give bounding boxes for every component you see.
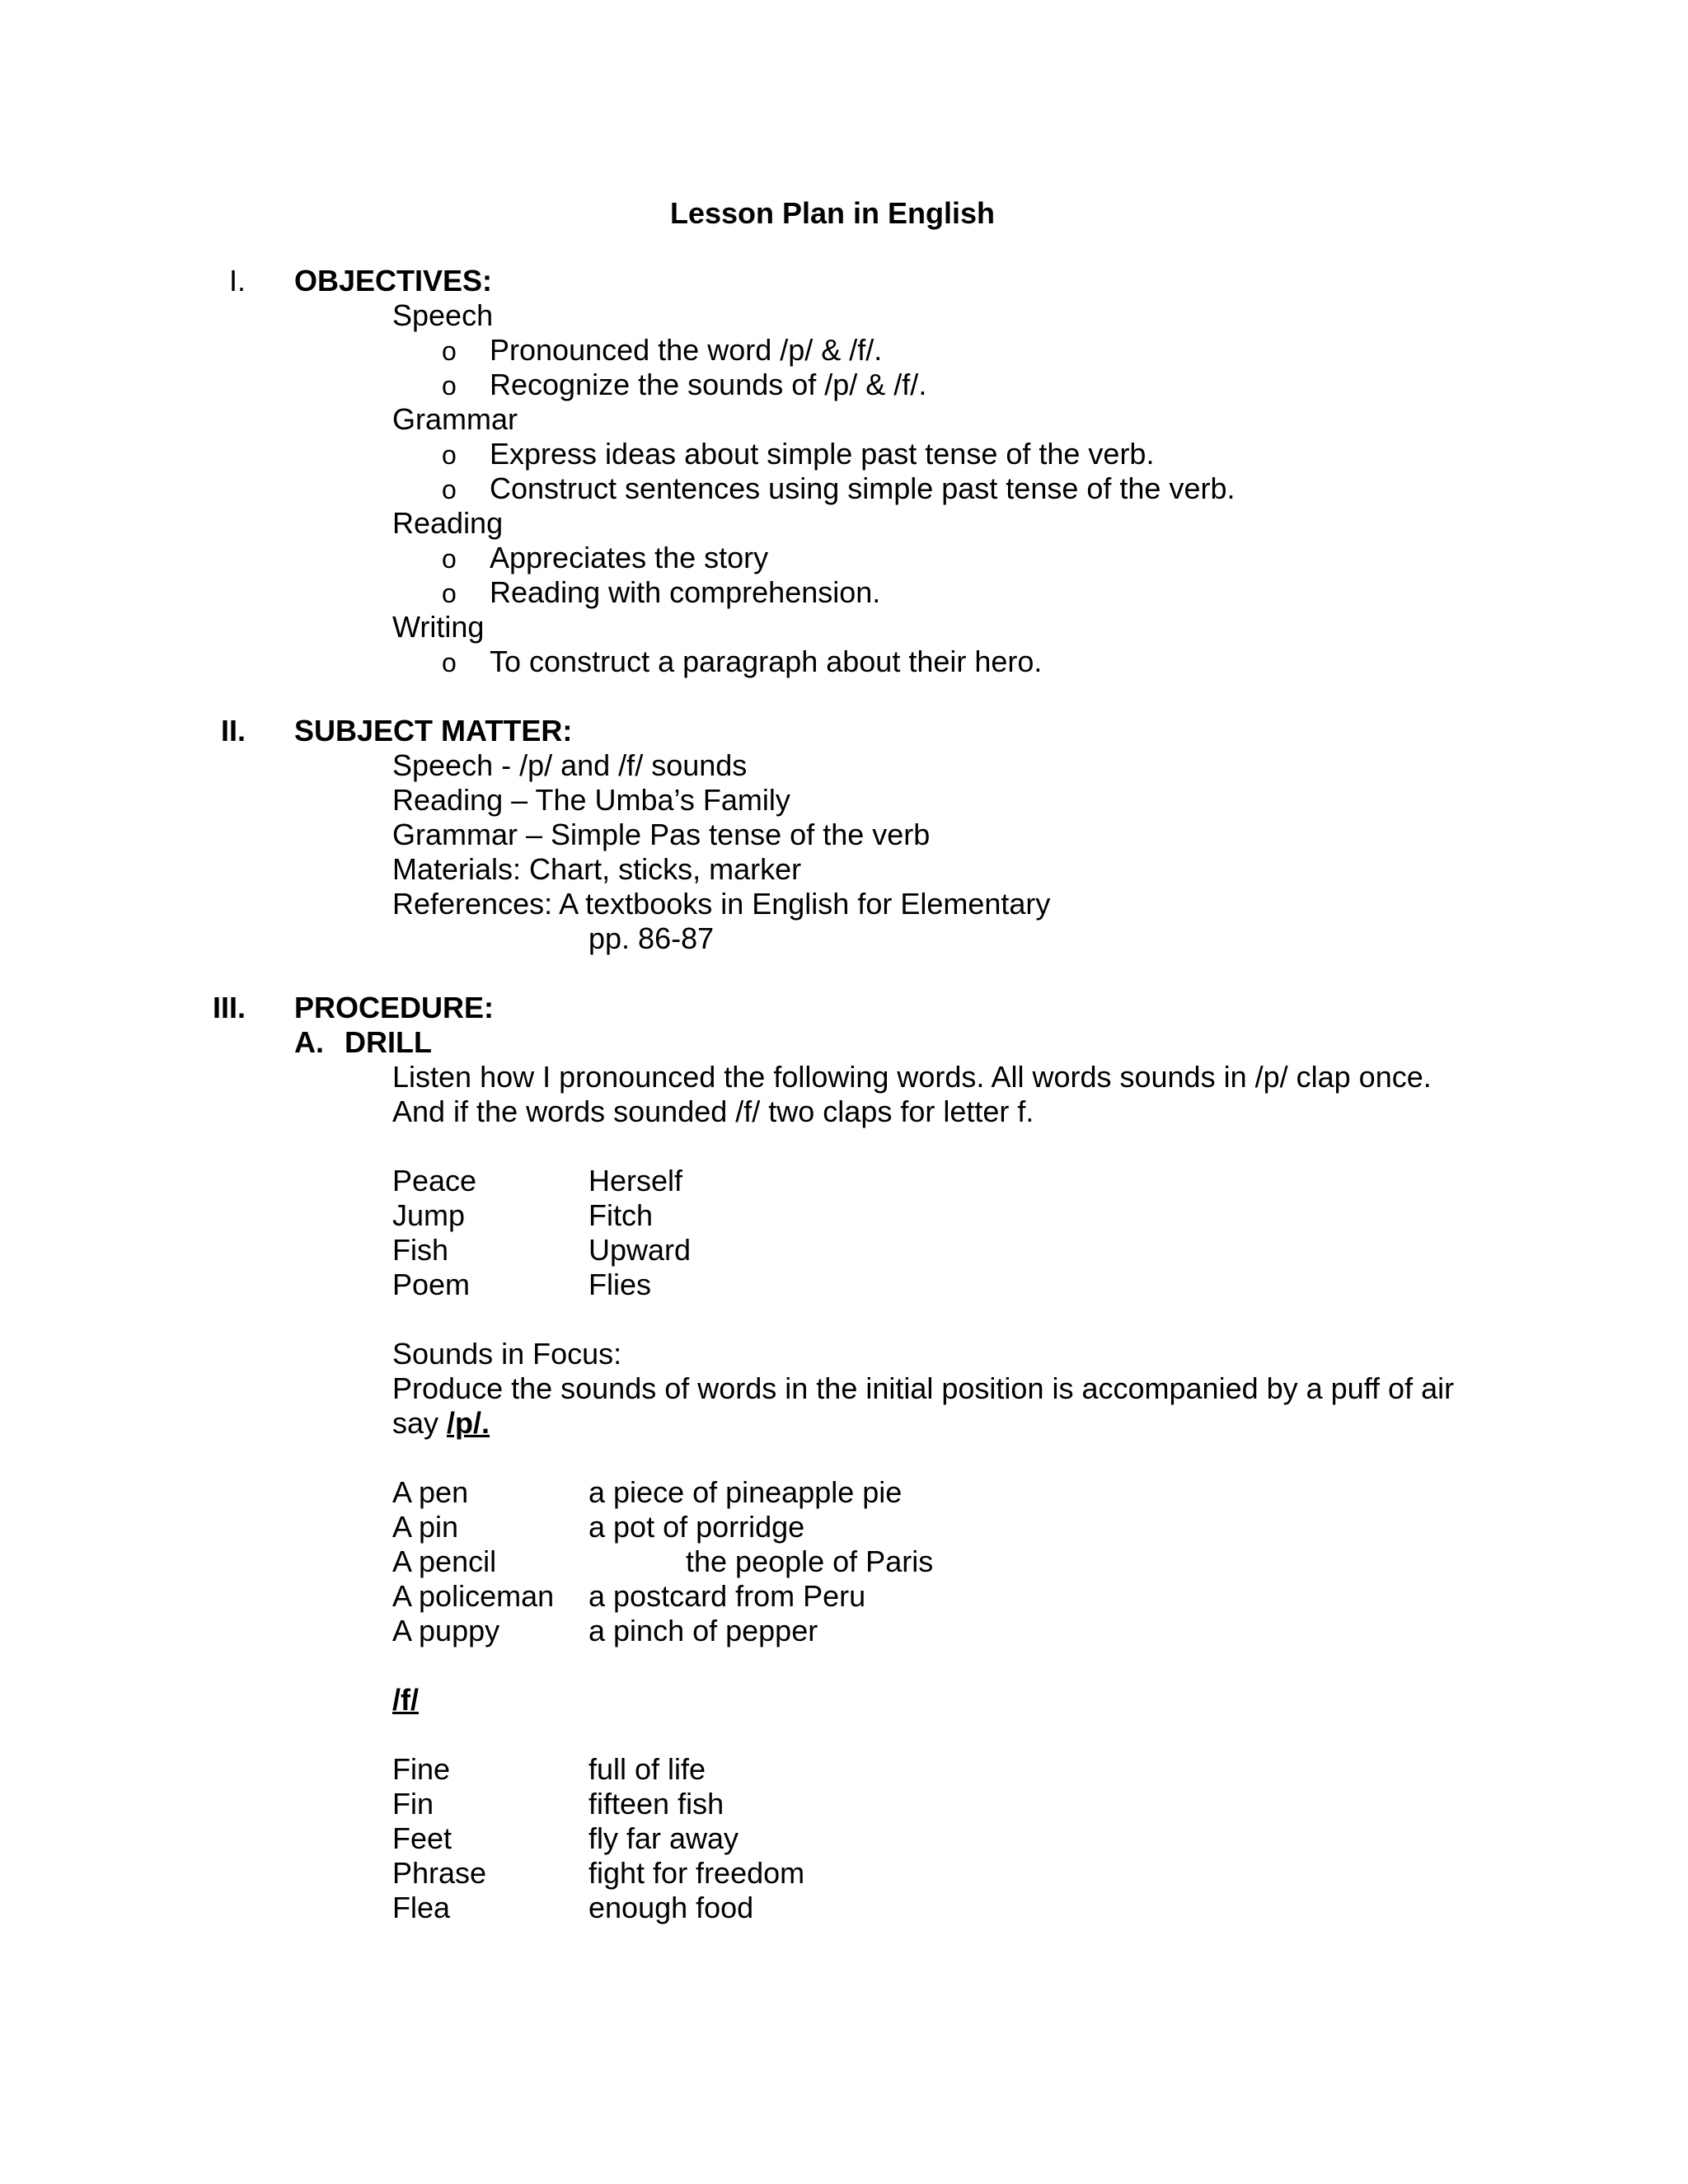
reference-pages: pp. 86-87 bbox=[588, 921, 715, 955]
focus-text: Produce the sounds of words in the initial position is accompanied by a puff of air bbox=[392, 1371, 1455, 1405]
objective-group-label: Reading bbox=[392, 506, 504, 540]
drill-instruction: And if the words sounded /f/ two claps for letter f. bbox=[392, 1094, 1034, 1128]
bullet-icon: o bbox=[442, 579, 457, 608]
section-heading-subject-matter: SUBJECT MATTER: bbox=[294, 714, 573, 748]
subject-line: Materials: Chart, sticks, marker bbox=[392, 852, 802, 886]
bullet-icon: o bbox=[442, 440, 457, 470]
bullet-icon: o bbox=[442, 475, 457, 504]
subject-line: Speech - /p/ and /f/ sounds bbox=[392, 748, 748, 782]
focus-text: say /p/. bbox=[392, 1406, 490, 1440]
list-item: o Construct sentences using simple past tense of the verb. bbox=[442, 471, 1236, 505]
section-heading-objectives: OBJECTIVES: bbox=[294, 264, 493, 298]
section-heading-procedure: PROCEDURE: bbox=[294, 991, 495, 1024]
drill-instruction: Listen how I pronounced the following words. All words sounds in /p/ clap once. bbox=[392, 1060, 1432, 1094]
document-page: Lesson Plan in English I. OBJECTIVES: Speech o Pronounced the word /p/ & /f/. o Recognize the sounds of /p/ & /f/. Grammar o Express ideas about simple past tense of the verb. o Construct sentences using simple past tense of the verb. Reading o Appreciates the story o Reading with comprehension. Writing o To construct a paragraph about their hero. II. SUBJECT MATTER: Speech - /p/ and /f/ sounds Reading – The Umba’s Family Grammar – Simple Pas tense of the verb Materials: Chart, sticks, marker References: A textbooks in English for Elementary pp. 86-87 III. PROCEDURE: A. DRILL Listen how I pronounced the following words. All words sounds in /p/ clap once. And if the words sounded /f/ two claps for letter f. Peace Herself Jump Fitch Fish Upward Poem Flies Sounds in Focus: Produce the sounds of words in the initial position is accompanied by a puff of air say /p/. A pen a piece of pineapple pie A pin a pot of porridge A pencil the people of Paris A policeman a postcard from Peru A puppy a pinch of pepper /f/ Fine full of life Fin fifteen fish Feet fly far away Phrase fight for freedom Flea enough food bbox=[0, 0, 1688, 2184]
subject-line: Grammar – Simple Pas tense of the verb bbox=[392, 818, 931, 851]
list-item: o To construct a paragraph about their hero. bbox=[442, 644, 1043, 678]
focus-sound-p: /p/. bbox=[447, 1406, 490, 1440]
section-numeral-procedure: III. bbox=[213, 991, 246, 1024]
bullet-icon: o bbox=[442, 336, 457, 366]
objective-group-label: Writing bbox=[392, 610, 485, 644]
list-item: o Recognize the sounds of /p/ & /f/. bbox=[442, 368, 927, 401]
subsection-letter: A. bbox=[294, 1025, 324, 1059]
focus-label: Sounds in Focus: bbox=[392, 1337, 622, 1371]
objective-group-label: Grammar bbox=[392, 402, 518, 436]
bullet-icon: o bbox=[442, 544, 457, 574]
objective-group-label: Speech bbox=[392, 298, 494, 332]
bullet-icon: o bbox=[442, 371, 457, 401]
list-item: o Express ideas about simple past tense of the verb. bbox=[442, 437, 1155, 471]
bullet-icon: o bbox=[442, 648, 457, 677]
subsection-heading-drill: DRILL bbox=[345, 1025, 432, 1059]
subject-line: Reading – The Umba’s Family bbox=[392, 783, 790, 817]
list-item: o Reading with comprehension. bbox=[442, 575, 881, 609]
section-numeral-subject-matter: II. bbox=[221, 714, 246, 748]
list-item: o Pronounced the word /p/ & /f/. bbox=[442, 333, 883, 367]
list-item: o Appreciates the story bbox=[442, 541, 769, 574]
f-sound-label: /f/ bbox=[392, 1683, 419, 1717]
page-title: Lesson Plan in English bbox=[669, 196, 996, 230]
subject-line: References: A textbooks in English for Elementary bbox=[392, 887, 1051, 921]
section-numeral-objectives: I. bbox=[229, 264, 246, 298]
